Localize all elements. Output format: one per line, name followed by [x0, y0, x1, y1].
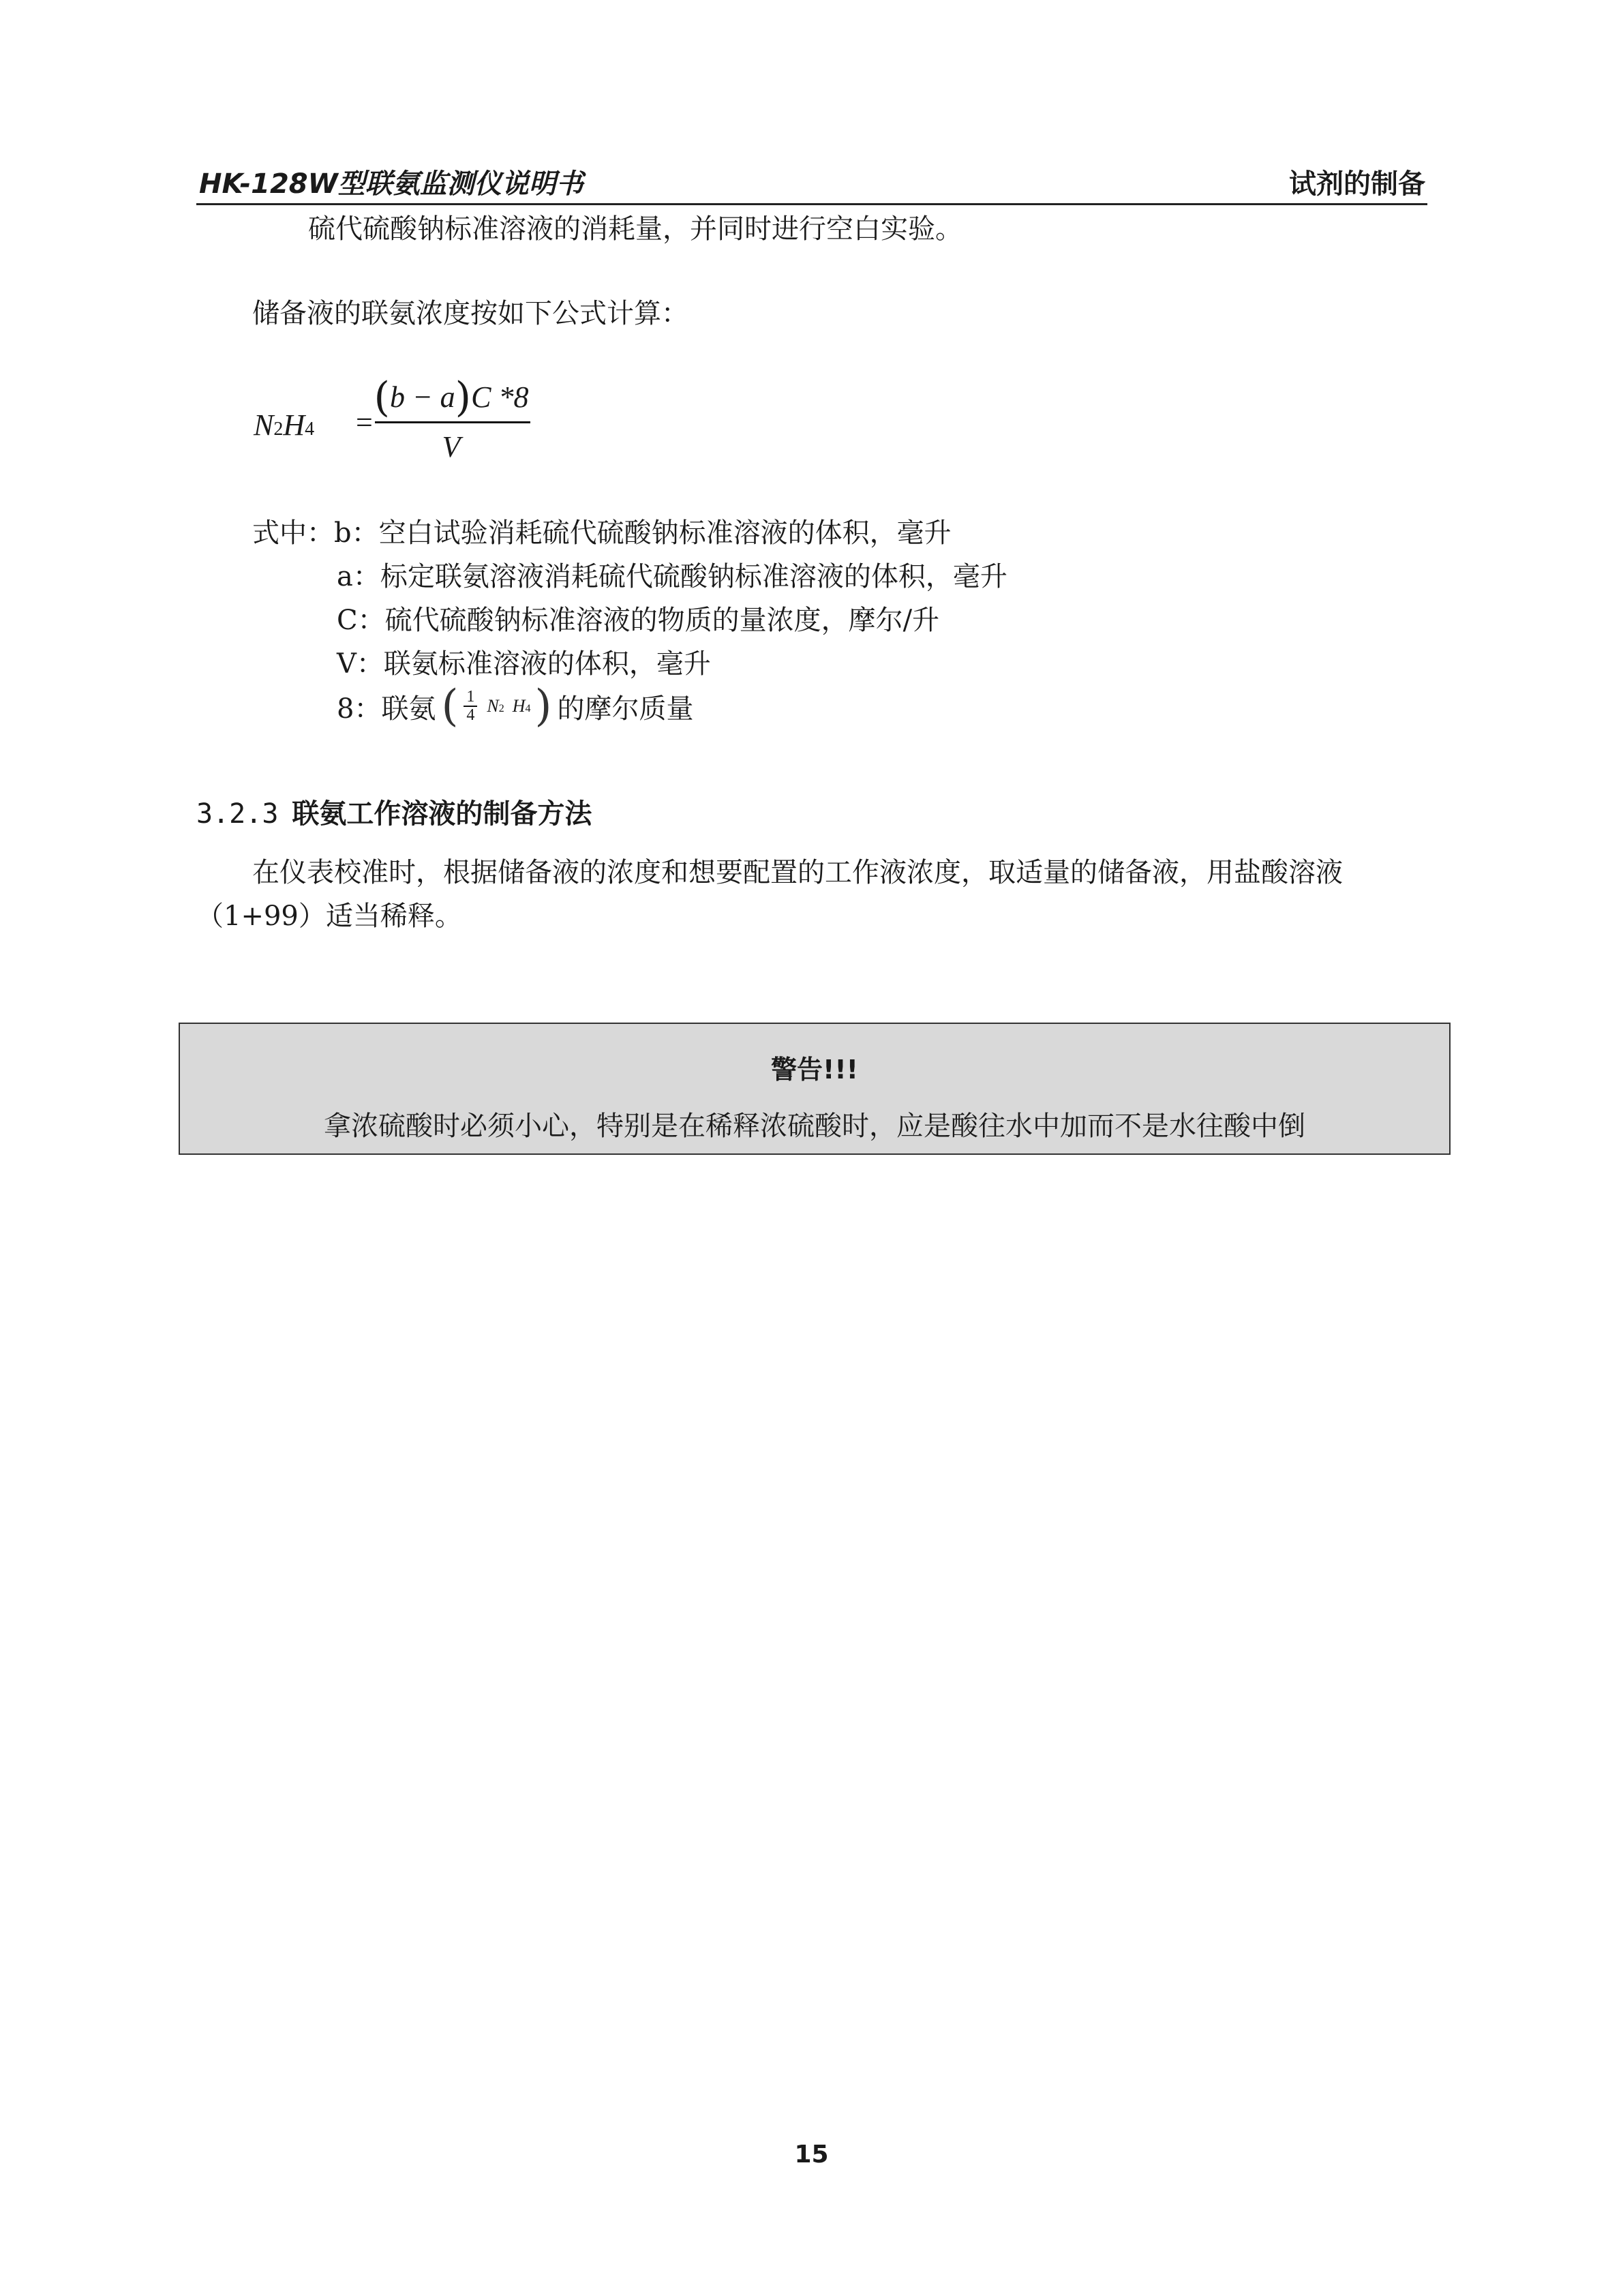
definition-8-rparen: ) — [534, 681, 552, 731]
paragraph-intro: 储备液的联氨浓度按如下公式计算： — [252, 298, 688, 329]
formula-equals: = — [356, 406, 373, 439]
formula-h-sub: 4 — [305, 419, 315, 440]
definition-8-h — [513, 696, 531, 716]
definition-8-fraction — [464, 689, 477, 724]
warning-box — [179, 1023, 1451, 1155]
formula-lhs — [254, 408, 314, 442]
n-sub: 2 — [498, 703, 504, 714]
formula-h: H — [283, 408, 305, 442]
formula-num-inner: b − a — [389, 380, 455, 414]
n-letter: N — [487, 696, 499, 716]
h-letter: H — [512, 696, 526, 716]
definition-8 — [337, 681, 694, 731]
fraction-numerator: 1 — [466, 687, 475, 706]
formula-numerator — [373, 374, 530, 421]
definition-a: a：标定联氨溶液消耗硫代硫酸钠标准溶液的体积，毫升 — [337, 561, 1007, 592]
formula-fraction-bar — [375, 421, 530, 423]
formula-denominator: V — [442, 430, 461, 464]
section-heading — [196, 792, 592, 831]
paragraph-continued: 硫代硫酸钠标准溶液的消耗量，并同时进行空白实验。 — [308, 213, 962, 245]
header-title: HK-128W型联氨监测仪说明书 — [199, 168, 583, 200]
definition-8-n — [487, 696, 504, 716]
warning-text: 拿浓硫酸时必须小心，特别是在稀释浓硫酸时，应是酸往水中加而不是水往酸中倒 — [324, 1111, 1305, 1142]
section-title: 联氨工作溶液的制备方法 — [292, 798, 592, 830]
formula-n: N — [254, 408, 274, 442]
header-section: 试剂的制备 — [1289, 168, 1425, 200]
h-sub: 4 — [525, 703, 531, 714]
definition-b: 式中：b：空白试验消耗硫代硫酸钠标准溶液的体积，毫升 — [252, 517, 952, 549]
header-rule — [196, 203, 1427, 205]
definition-c: C：硫代硫酸钠标准溶液的物质的量浓度，摩尔/升 — [337, 605, 940, 636]
formula-lparen: ( — [374, 374, 390, 421]
section-body: 在仪表校准时，根据储备液的浓度和想要配置的工作液浓度，取适量的储备液，用盐酸溶液（1+99）适当稀释。 — [196, 857, 1343, 932]
definition-8-prefix: 8：联氨 — [337, 693, 436, 725]
formula-rparen: ) — [455, 374, 472, 421]
warning-title: 警告!!! — [771, 1055, 858, 1085]
fraction-denominator: 4 — [466, 706, 475, 724]
formula-n-sub: 2 — [273, 419, 284, 440]
definition-v: V：联氨标准溶液的体积，毫升 — [337, 648, 711, 680]
definition-8-lparen: ( — [441, 681, 459, 731]
definition-8-suffix: 的摩尔质量 — [557, 693, 694, 725]
definition-8-expression — [441, 681, 552, 731]
section-number: 3.2.3 — [196, 798, 279, 830]
page-number: 15 — [794, 2141, 829, 2169]
formula-num-tail: C *8 — [471, 380, 529, 414]
formula — [254, 374, 540, 476]
